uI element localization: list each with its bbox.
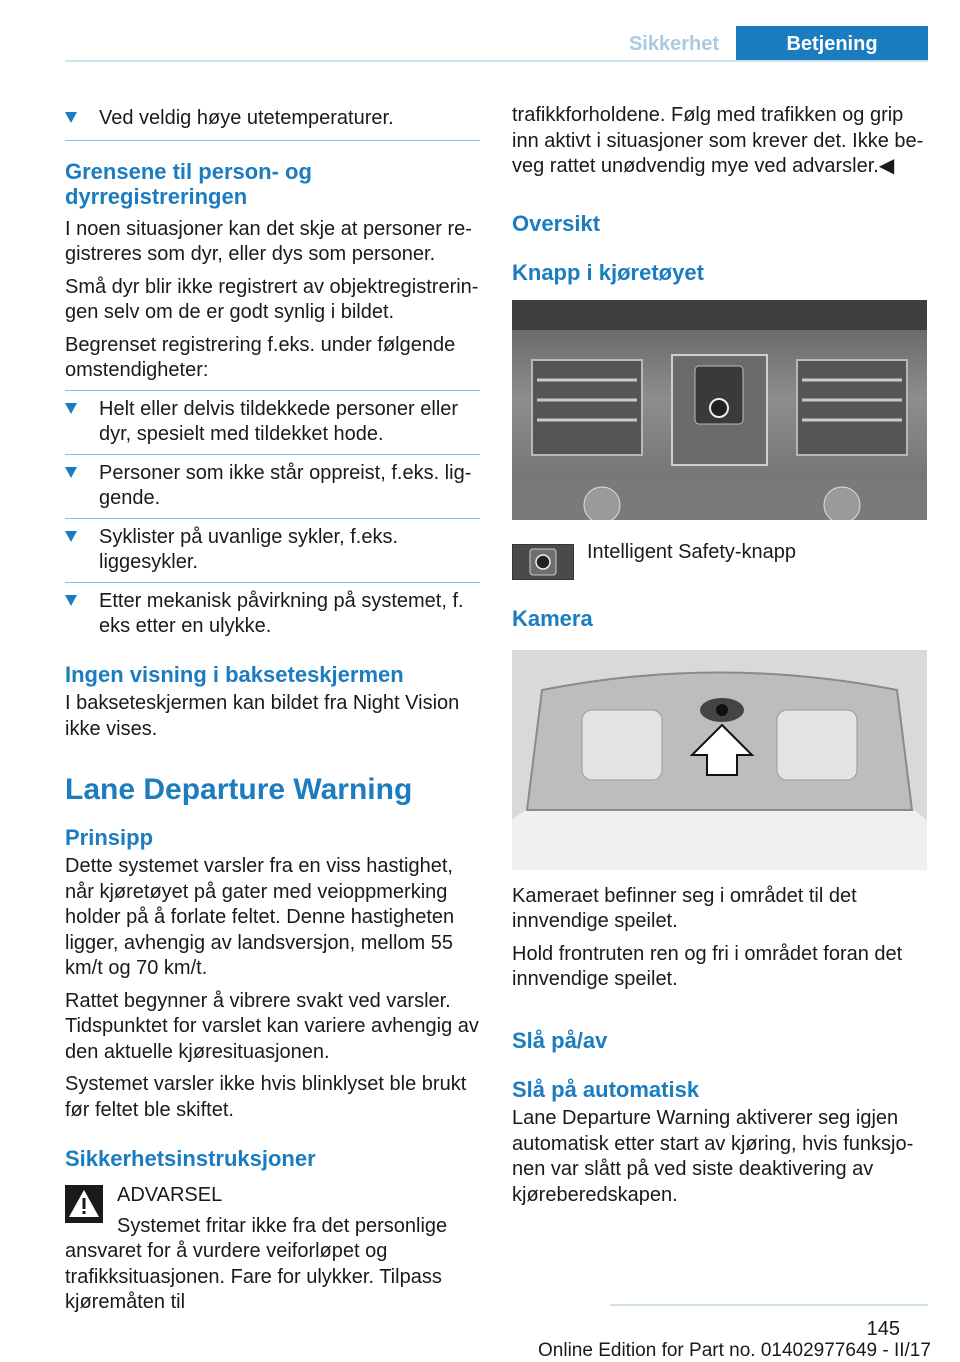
- bullet-text: Ved veldig høye utetemperaturer.: [99, 107, 394, 129]
- divider: [65, 454, 480, 455]
- paragraph: Hold frontruten ren og fri i området foran det innvendige speilet.: [512, 942, 903, 990]
- bullet-triangle-icon: [65, 403, 77, 414]
- warning-block: [65, 1183, 480, 1239]
- paragraph: Lane Departure Warning aktiverer seg igjen automatisk etter start av kjøring, hvis funksjonen var slått på ved siste deaktivering av kjøreberedskapen.: [512, 1107, 914, 1206]
- paragraph-continued: trafikkforholdene. Følg med trafikken og grip inn aktivt i situasjoner som krever det. Ikke beveg rattet unødvendig mye ved advarsler.◀: [512, 104, 924, 177]
- heading-button-in-vehicle: Knapp i kjøretøyet: [512, 259, 704, 285]
- bullet-item: [65, 106, 480, 132]
- heading-lane-departure-warning: Lane Departure Warning: [65, 773, 413, 806]
- paragraph: Begrenset registrering f.eks. under følgende omstendigheter:: [65, 333, 456, 381]
- heading-camera: Kamera: [512, 606, 593, 631]
- warning-title: ADVARSEL: [117, 1184, 223, 1206]
- paragraph: Systemet varsler ikke hvis blinklyset ble brukt før feltet ble skiftet.: [65, 1073, 467, 1121]
- paragraph: I bakseteskjermen kan bildet fra Night Vision ikke vises.: [65, 692, 460, 740]
- bullet-item: [65, 525, 480, 576]
- intelligent-safety-button-icon: [512, 544, 574, 580]
- bullet-triangle-icon: [65, 112, 77, 123]
- bullet-text: Syklister på uvanlige sykler, f.eks. liggesykler.: [99, 525, 399, 573]
- warning-text: Systemet fritar ikke fra det personlige ansvaret for å vurdere veiforløpet og trafikksituasjonen. Fare for ulykker. Tilpass kjøremåten til: [65, 1214, 448, 1313]
- heading-limits: Grensene til person- og dyrregistreringen: [65, 158, 312, 209]
- warning-triangle-icon: [65, 1185, 103, 1223]
- heading-overview: Oversikt: [512, 210, 601, 236]
- paragraph: Små dyr blir ikke registrert av objektregistreringen selv om de er godt synlig i bildet.: [65, 275, 479, 323]
- dashboard-button-photo: [512, 300, 927, 520]
- right-column: [512, 96, 927, 1208]
- bullet-text: Personer som ikke står oppreist, f.eks. liggende.: [99, 461, 472, 509]
- paragraph: Rattet begynner å vibrere svakt ved varsler. Tidspunktet for varslet kan variere avhengig av den aktuelle kjøresituasjonen.: [65, 989, 479, 1063]
- heading-on-off: Slå på/av: [512, 1027, 608, 1053]
- footer-divider: [610, 1304, 928, 1306]
- bullet-item: [65, 589, 480, 640]
- edition-note: Online Edition for Part no. 01402977649 - II/17: [538, 1340, 931, 1361]
- paragraph: Kameraet befinner seg i området til det innvendige speilet.: [512, 884, 857, 932]
- heading-principle: Prinsipp: [65, 825, 154, 850]
- button-caption: Intelligent Safety-knapp: [587, 541, 797, 563]
- header-divider: [65, 60, 928, 62]
- heading-auto-on: Slå på automatisk: [512, 1076, 700, 1102]
- warning-text-first-line: [117, 1214, 480, 1240]
- bullet-text: Helt eller delvis tildekkede personer eller dyr, spesielt med tildekket hode.: [99, 397, 459, 445]
- divider: [65, 140, 480, 141]
- bullet-item: [65, 397, 480, 448]
- bullet-item: [65, 461, 480, 512]
- bullet-triangle-icon: [65, 595, 77, 606]
- bullet-triangle-icon: [65, 467, 77, 478]
- button-caption-row: [512, 540, 927, 580]
- camera-location-photo: [512, 650, 927, 870]
- tab-sikkerhet[interactable]: Sikkerhet: [628, 33, 720, 55]
- bullet-text: Etter mekanisk påvirkning på systemet, f. eks etter en ulykke.: [99, 589, 464, 637]
- paragraph: Dette systemet varsler fra en viss hastighet, når kjøretøyet på gater med veioppmerking holder på å forlate feltet. Denne hastigheten ligger, avhengig av landsversjon, mellom 55 km/t og 70 km/t.: [65, 855, 455, 979]
- heading-rear-screen: Ingen visning i bakseteskjermen: [65, 661, 404, 687]
- tab-betjening[interactable]: Betjening: [736, 26, 928, 62]
- divider: [65, 518, 480, 519]
- paragraph: I noen situasjoner kan det skje at personer registreres som dyr, eller dys som personer.: [65, 217, 472, 265]
- bullet-triangle-icon: [65, 531, 77, 542]
- divider: [65, 582, 480, 583]
- divider: [65, 390, 480, 391]
- heading-safety: Sikkerhetsinstruksjoner: [65, 1146, 316, 1171]
- page-number: 145: [866, 1318, 900, 1340]
- left-column: [65, 96, 480, 1316]
